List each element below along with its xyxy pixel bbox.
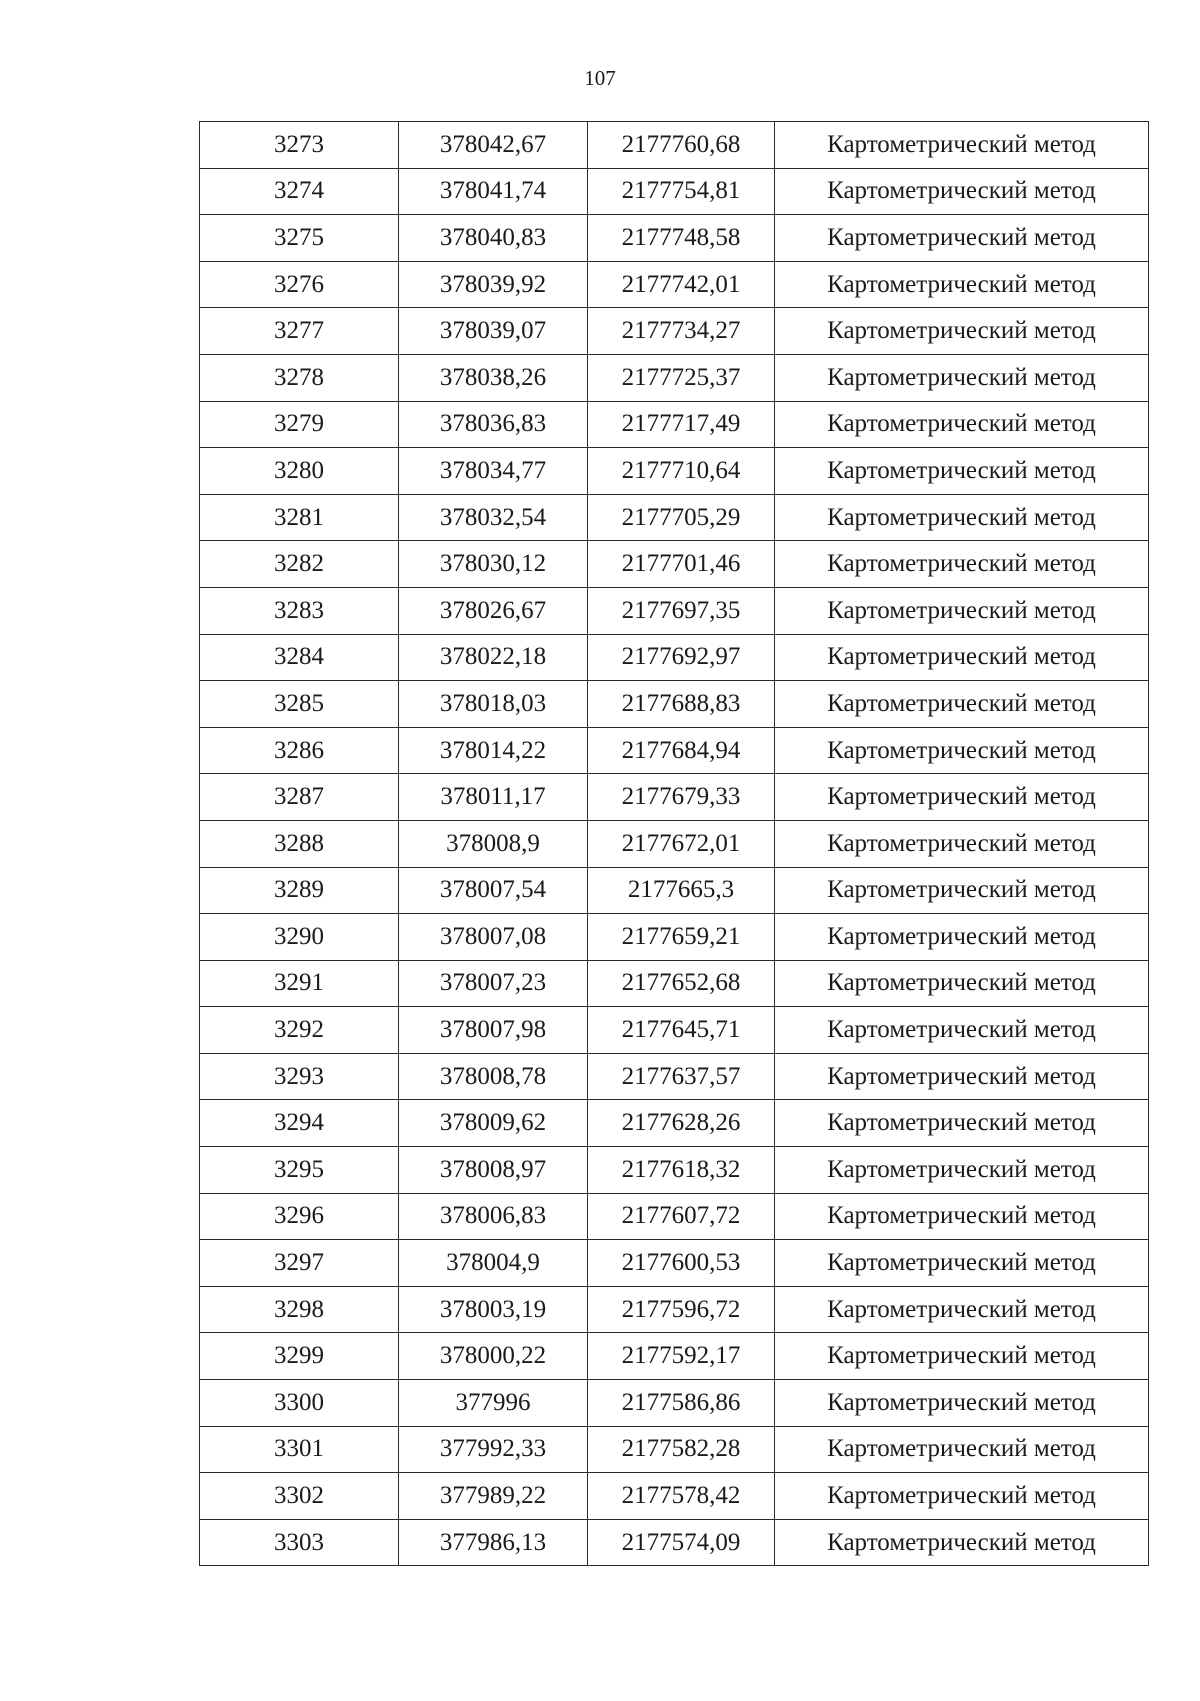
table-row — [200, 820, 1149, 867]
table-row — [200, 261, 1149, 308]
x-coordinate-cell: 378014,22 — [399, 727, 588, 774]
method-cell: Картометрический метод — [775, 774, 1149, 821]
y-coordinate-cell: 2177688,83 — [588, 681, 775, 728]
x-coordinate-cell: 378030,12 — [399, 541, 588, 588]
point-number-cell: 3280 — [200, 448, 399, 495]
method-cell: Картометрический метод — [775, 960, 1149, 1007]
table-row — [200, 401, 1149, 448]
table-row — [200, 308, 1149, 355]
x-coordinate-cell: 377996 — [399, 1380, 588, 1427]
point-number-cell: 3289 — [200, 867, 399, 914]
x-coordinate-cell: 378006,83 — [399, 1193, 588, 1240]
point-number-cell: 3274 — [200, 168, 399, 215]
y-coordinate-cell: 2177586,86 — [588, 1380, 775, 1427]
point-number-cell: 3281 — [200, 494, 399, 541]
point-number-cell: 3288 — [200, 820, 399, 867]
table-row — [200, 587, 1149, 634]
y-coordinate-cell: 2177582,28 — [588, 1426, 775, 1473]
method-cell: Картометрический метод — [775, 1519, 1149, 1566]
x-coordinate-cell: 377986,13 — [399, 1519, 588, 1566]
table-row — [200, 354, 1149, 401]
y-coordinate-cell: 2177665,3 — [588, 867, 775, 914]
x-coordinate-cell: 378026,67 — [399, 587, 588, 634]
point-number-cell: 3302 — [200, 1473, 399, 1520]
table-row — [200, 774, 1149, 821]
x-coordinate-cell: 377992,33 — [399, 1426, 588, 1473]
point-number-cell: 3283 — [200, 587, 399, 634]
y-coordinate-cell: 2177742,01 — [588, 261, 775, 308]
table-row — [200, 1100, 1149, 1147]
method-cell: Картометрический метод — [775, 820, 1149, 867]
y-coordinate-cell: 2177760,68 — [588, 122, 775, 169]
x-coordinate-cell: 378036,83 — [399, 401, 588, 448]
point-number-cell: 3295 — [200, 1147, 399, 1194]
method-cell: Картометрический метод — [775, 587, 1149, 634]
method-cell: Картометрический метод — [775, 681, 1149, 728]
method-cell: Картометрический метод — [775, 401, 1149, 448]
y-coordinate-cell: 2177578,42 — [588, 1473, 775, 1520]
table-row — [200, 867, 1149, 914]
y-coordinate-cell: 2177697,35 — [588, 587, 775, 634]
method-cell: Картометрический метод — [775, 1286, 1149, 1333]
x-coordinate-cell: 377989,22 — [399, 1473, 588, 1520]
point-number-cell: 3291 — [200, 960, 399, 1007]
y-coordinate-cell: 2177645,71 — [588, 1007, 775, 1054]
y-coordinate-cell: 2177596,72 — [588, 1286, 775, 1333]
point-number-cell: 3298 — [200, 1286, 399, 1333]
table-row — [200, 914, 1149, 961]
table-row — [200, 960, 1149, 1007]
method-cell: Картометрический метод — [775, 1100, 1149, 1147]
table-row — [200, 1053, 1149, 1100]
method-cell: Картометрический метод — [775, 215, 1149, 262]
y-coordinate-cell: 2177754,81 — [588, 168, 775, 215]
y-coordinate-cell: 2177701,46 — [588, 541, 775, 588]
table-row — [200, 541, 1149, 588]
table-row — [200, 494, 1149, 541]
point-number-cell: 3293 — [200, 1053, 399, 1100]
point-number-cell: 3287 — [200, 774, 399, 821]
x-coordinate-cell: 378008,9 — [399, 820, 588, 867]
x-coordinate-cell: 378011,17 — [399, 774, 588, 821]
y-coordinate-cell: 2177725,37 — [588, 354, 775, 401]
method-cell: Картометрический метод — [775, 308, 1149, 355]
x-coordinate-cell: 378032,54 — [399, 494, 588, 541]
x-coordinate-cell: 378008,78 — [399, 1053, 588, 1100]
table-row — [200, 681, 1149, 728]
point-number-cell: 3297 — [200, 1240, 399, 1287]
y-coordinate-cell: 2177679,33 — [588, 774, 775, 821]
point-number-cell: 3296 — [200, 1193, 399, 1240]
point-number-cell: 3277 — [200, 308, 399, 355]
table-row — [200, 215, 1149, 262]
table-row — [200, 1147, 1149, 1194]
y-coordinate-cell: 2177652,68 — [588, 960, 775, 1007]
point-number-cell: 3290 — [200, 914, 399, 961]
table-row — [200, 122, 1149, 169]
method-cell: Картометрический метод — [775, 1053, 1149, 1100]
y-coordinate-cell: 2177637,57 — [588, 1053, 775, 1100]
method-cell: Картометрический метод — [775, 1240, 1149, 1287]
method-cell: Картометрический метод — [775, 122, 1149, 169]
y-coordinate-cell: 2177618,32 — [588, 1147, 775, 1194]
y-coordinate-cell: 2177574,09 — [588, 1519, 775, 1566]
method-cell: Картометрический метод — [775, 541, 1149, 588]
y-coordinate-cell: 2177684,94 — [588, 727, 775, 774]
method-cell: Картометрический метод — [775, 1147, 1149, 1194]
point-number-cell: 3300 — [200, 1380, 399, 1427]
point-number-cell: 3278 — [200, 354, 399, 401]
x-coordinate-cell: 378022,18 — [399, 634, 588, 681]
x-coordinate-cell: 378039,92 — [399, 261, 588, 308]
y-coordinate-cell: 2177734,27 — [588, 308, 775, 355]
x-coordinate-cell: 378034,77 — [399, 448, 588, 495]
x-coordinate-cell: 378004,9 — [399, 1240, 588, 1287]
method-cell: Картометрический метод — [775, 727, 1149, 774]
point-number-cell: 3273 — [200, 122, 399, 169]
method-cell: Картометрический метод — [775, 1193, 1149, 1240]
point-number-cell: 3275 — [200, 215, 399, 262]
method-cell: Картометрический метод — [775, 1426, 1149, 1473]
y-coordinate-cell: 2177672,01 — [588, 820, 775, 867]
x-coordinate-cell: 378039,07 — [399, 308, 588, 355]
table-row — [200, 1333, 1149, 1380]
x-coordinate-cell: 378003,19 — [399, 1286, 588, 1333]
method-cell: Картометрический метод — [775, 448, 1149, 495]
point-number-cell: 3282 — [200, 541, 399, 588]
x-coordinate-cell: 378007,23 — [399, 960, 588, 1007]
point-number-cell: 3299 — [200, 1333, 399, 1380]
method-cell: Картометрический метод — [775, 1333, 1149, 1380]
method-cell: Картометрический метод — [775, 1473, 1149, 1520]
y-coordinate-cell: 2177692,97 — [588, 634, 775, 681]
table-row — [200, 1193, 1149, 1240]
table-row — [200, 448, 1149, 495]
y-coordinate-cell: 2177592,17 — [588, 1333, 775, 1380]
table-row — [200, 168, 1149, 215]
table-row — [200, 1007, 1149, 1054]
table-row — [200, 1380, 1149, 1427]
table-row — [200, 1286, 1149, 1333]
x-coordinate-cell: 378007,98 — [399, 1007, 588, 1054]
point-number-cell: 3294 — [200, 1100, 399, 1147]
table-row — [200, 1519, 1149, 1566]
y-coordinate-cell: 2177628,26 — [588, 1100, 775, 1147]
method-cell: Картометрический метод — [775, 494, 1149, 541]
method-cell: Картометрический метод — [775, 354, 1149, 401]
method-cell: Картометрический метод — [775, 1007, 1149, 1054]
method-cell: Картометрический метод — [775, 261, 1149, 308]
point-number-cell: 3286 — [200, 727, 399, 774]
point-number-cell: 3292 — [200, 1007, 399, 1054]
x-coordinate-cell: 378038,26 — [399, 354, 588, 401]
point-number-cell: 3303 — [200, 1519, 399, 1566]
y-coordinate-cell: 2177659,21 — [588, 914, 775, 961]
table-row — [200, 634, 1149, 681]
point-number-cell: 3285 — [200, 681, 399, 728]
table-row — [200, 1240, 1149, 1287]
method-cell: Картометрический метод — [775, 867, 1149, 914]
x-coordinate-cell: 378007,54 — [399, 867, 588, 914]
y-coordinate-cell: 2177600,53 — [588, 1240, 775, 1287]
coordinates-table-body — [200, 122, 1149, 1566]
x-coordinate-cell: 378040,83 — [399, 215, 588, 262]
method-cell: Картометрический метод — [775, 168, 1149, 215]
method-cell: Картометрический метод — [775, 1380, 1149, 1427]
point-number-cell: 3279 — [200, 401, 399, 448]
table-row — [200, 727, 1149, 774]
point-number-cell: 3276 — [200, 261, 399, 308]
y-coordinate-cell: 2177607,72 — [588, 1193, 775, 1240]
point-number-cell: 3301 — [200, 1426, 399, 1473]
x-coordinate-cell: 378008,97 — [399, 1147, 588, 1194]
x-coordinate-cell: 378009,62 — [399, 1100, 588, 1147]
y-coordinate-cell: 2177710,64 — [588, 448, 775, 495]
method-cell: Картометрический метод — [775, 634, 1149, 681]
x-coordinate-cell: 378007,08 — [399, 914, 588, 961]
coordinates-table — [199, 121, 1149, 1566]
table-row — [200, 1426, 1149, 1473]
x-coordinate-cell: 378041,74 — [399, 168, 588, 215]
x-coordinate-cell: 378018,03 — [399, 681, 588, 728]
table-row — [200, 1473, 1149, 1520]
point-number-cell: 3284 — [200, 634, 399, 681]
y-coordinate-cell: 2177705,29 — [588, 494, 775, 541]
x-coordinate-cell: 378000,22 — [399, 1333, 588, 1380]
y-coordinate-cell: 2177717,49 — [588, 401, 775, 448]
x-coordinate-cell: 378042,67 — [399, 122, 588, 169]
method-cell: Картометрический метод — [775, 914, 1149, 961]
page-number: 107 — [584, 66, 616, 90]
y-coordinate-cell: 2177748,58 — [588, 215, 775, 262]
